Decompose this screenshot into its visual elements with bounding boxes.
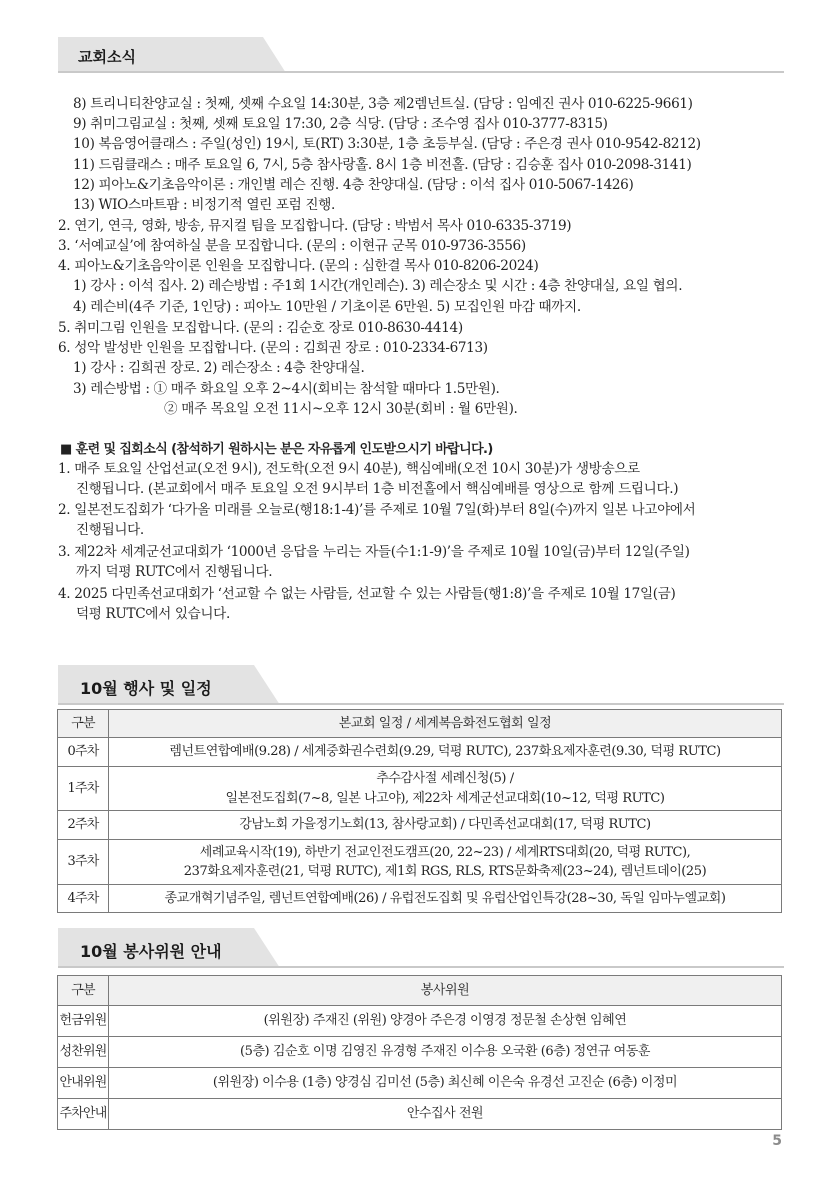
text-line: 2. 일본전도집회가 ‘다가올 미래를 오늘로(행18:1-4)’를 주제로 10월 7일(화)부터 8일(수)까지 일본 나고야에서 (58, 502, 696, 518)
events-cell: 강남노회 가을정기노회(13, 참사랑교회) / 다민족선교대회(17, 덕평 RUTC) (109, 811, 782, 840)
text-line: 1) 강사 : 이석 집사. 2) 레슨방법 : 주1회 1시간(개인레슨). 3) 레슨장소 및 시간 : 4층 찬양대실, 요일 협의. (73, 278, 683, 294)
table-header-row (58, 976, 782, 1006)
schedule-table (57, 709, 782, 913)
text-line: 4. 피아노&기초음악이론 인원을 모집합니다. (문의 : 심한결 목사 010-8206-2024) (58, 258, 539, 274)
text-line: 1. 매주 토요일 산업선교(오전 9시), 전도학(오전 9시 40분), 핵심예배(오전 10시 30분)가 생방송으로 (58, 461, 640, 477)
text-line: 2. 연기, 연극, 영화, 방송, 뮤지컬 팀을 모집합니다. (담당 : 박범서 목사 010-6335-3719) (58, 218, 572, 234)
text-line: 12) 피아노&기초음악이론 : 개인별 레슨 진행. 4층 찬양대실. (담당 : 이석 집사 010-5067-1426) (73, 177, 634, 193)
text-line: 진행됩니다. (76, 522, 144, 538)
text-line: 13) WIO스마트팜 : 비정기적 열린 포럼 진행. (73, 197, 335, 213)
page-number: 5 (772, 1133, 782, 1149)
text-line: 1) 강사 : 김희권 장로. 2) 레슨장소 : 4층 찬양대실. (73, 360, 365, 376)
text-line: 5. 취미그림 인원을 모집합니다. (문의 : 김순호 장로 010-8630-4414) (58, 320, 463, 336)
text-line: 10) 복음영어클래스 : 주일(성인) 19시, 토(RT) 3:30분, 1층 초등부실. (담당 : 주은경 권사 010-9542-8212) (73, 136, 701, 152)
text-line: 진행됩니다. (본교회에서 매주 토요일 오전 9시부터 1층 비전홀에서 핵심예배를 영상으로 함께 드립니다.) (76, 481, 679, 497)
events-cell: 추수감사절 세례신청(5) / 일본전도집회(7~8, 일본 나고야), 제22차 세계군선교대회(10~12, 덕평 RUTC) (109, 767, 782, 811)
members-cell: (5층) 김순호 이명 김영진 유경형 주재진 이수용 오국환 (6층) 정연규 여동훈 (109, 1037, 782, 1068)
table-row (58, 840, 782, 885)
section-title: 10월 행사 및 일정 (80, 679, 212, 698)
section-title: 10월 봉사위원 안내 (80, 942, 222, 961)
volunteer-table (57, 975, 782, 1130)
notice-heading: ■ 훈련 및 집회소식 (참석하기 원하시는 분은 자유롭게 인도받으시기 바랍니다.) (60, 442, 493, 457)
table-row (58, 767, 782, 811)
text-line: ② 매주 목요일 오전 11시~오후 12시 30분(회비 : 월 6만원). (164, 401, 518, 417)
table-header-cell: 본교회 일정 / 세계복음화전도협회 일정 (109, 710, 782, 738)
table-header-cell: 구분 (58, 710, 109, 738)
members-cell: (위원장) 이수용 (1층) 양경심 김미선 (5층) 최신혜 이은숙 유경선 고진순 (6층) 이정미 (109, 1068, 782, 1099)
role-cell: 헌금위원 (58, 1006, 109, 1037)
members-cell: (위원장) 주재진 (위원) 양경아 주은경 이영경 정문철 손상현 임혜연 (109, 1006, 782, 1037)
text-line: 9) 취미그림교실 : 첫째, 셋째 토요일 17:30, 2층 식당. (담당 : 조수영 집사 010-3777-8315) (73, 116, 608, 132)
table-row (58, 811, 782, 840)
text-line: 11) 드림클래스 : 매주 토요일 6, 7시, 5층 참사랑홀. 8시 1층 비전홀. (담당 : 김승훈 집사 010-2098-3141) (73, 157, 692, 173)
text-line: 3. 제22차 세계군선교대회가 ‘1000년 응답을 누리는 자들(수1:1-9)’을 주제로 10월 10일(금)부터 12일(주일) (58, 544, 690, 560)
table-header-cell: 봉사위원 (109, 976, 782, 1006)
text-line: 3. ‘서예교실’에 참여하실 분을 모집합니다. (문의 : 이현규 군목 010-9736-3556) (58, 238, 526, 254)
text-line: 까지 덕평 RUTC에서 진행됩니다. (76, 564, 273, 580)
week-cell: 0주차 (58, 738, 109, 767)
events-cell: 종교개혁기념주일, 렘넌트연합예배(26) / 유럽전도집회 및 유럽산업인특강(28~30, 독일 임마누엘교회) (109, 885, 782, 913)
events-cell: 렘넌트연합예배(9.28) / 세계중화권수련회(9.29, 덕평 RUTC), 237화요제자훈련(9.30, 덕평 RUTC) (109, 738, 782, 767)
text-line: 4. 2025 다민족선교대회가 ‘선교할 수 없는 사람들, 선교할 수 있는 사람들(행1:8)’을 주제로 10월 17일(금) (58, 586, 676, 602)
section-header-schedule (58, 665, 784, 705)
table-header-cell: 구분 (58, 976, 109, 1006)
events-cell: 세례교육시작(19), 하반기 전교인전도캠프(20, 22~23) / 세계RTS대회(20, 덕평 RUTC), 237화요제자훈련(21, 덕평 RUTC), 제1회 RGS, RLS, RTS문화축제(23~24), 렘넌트데이(25) (109, 840, 782, 885)
table-row (58, 1037, 782, 1068)
text-line: 6. 성악 발성반 인원을 모집합니다. (문의 : 김희권 장로 : 010-2334-6713) (58, 340, 488, 356)
table-header-row (58, 710, 782, 738)
section-header-volunteers (58, 928, 784, 968)
role-cell: 주차안내 (58, 1099, 109, 1130)
section-header-church-news (58, 37, 784, 73)
role-cell: 성찬위원 (58, 1037, 109, 1068)
members-cell: 안수집사 전원 (109, 1099, 782, 1130)
role-cell: 안내위원 (58, 1068, 109, 1099)
text-line: 8) 트리니티찬양교실 : 첫째, 셋째 수요일 14:30분, 3층 제2렘넌트실. (담당 : 임예진 권사 010-6225-9661) (73, 96, 693, 112)
table-row (58, 1006, 782, 1037)
section-title: 교회소식 (78, 48, 136, 66)
text-line: 덕평 RUTC에서 있습니다. (76, 606, 230, 622)
table-row (58, 885, 782, 913)
week-cell: 1주차 (58, 767, 109, 811)
text-line: 3) 레슨방법 : ① 매주 화요일 오후 2~4시(회비는 참석할 때마다 1.5만원). (73, 381, 500, 397)
text-line: 4) 레슨비(4주 기준, 1인당) : 피아노 10만원 / 기초이론 6만원. 5) 모집인원 마감 때까지. (73, 299, 581, 315)
table-row (58, 1068, 782, 1099)
week-cell: 2주차 (58, 811, 109, 840)
week-cell: 4주차 (58, 885, 109, 913)
table-row (58, 1099, 782, 1130)
table-row (58, 738, 782, 767)
week-cell: 3주차 (58, 840, 109, 885)
